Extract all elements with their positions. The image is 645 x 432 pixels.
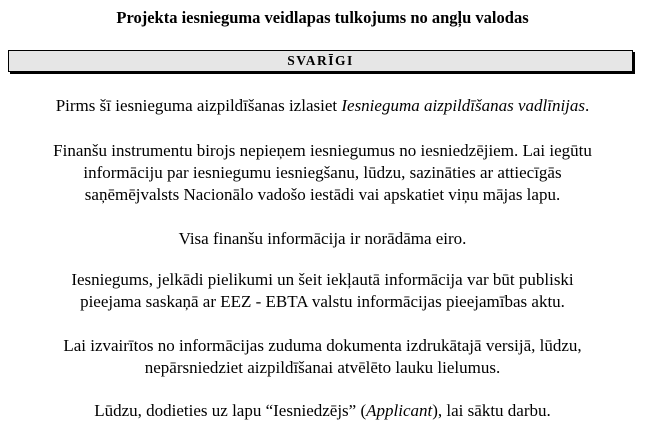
field-size-line: nepārsniedziet aizpildīšanai atvēlēto lauku lielumus. — [144, 358, 501, 377]
applicant-reference: Applicant — [366, 401, 433, 420]
currency-text: Visa finanšu informācija ir norādāma eiro. — [178, 229, 467, 248]
important-banner-label: SVARĪGI — [287, 53, 354, 68]
submission-info-line: saņēmējvalsts Nacionālo vadošo iestādi vai apskatiet viņu mājas lapu. — [84, 185, 561, 204]
next-step-text: Lūdzu, dodieties uz lapu “Iesniedzējs” ( — [94, 401, 367, 420]
next-step-end: ), lai sāktu darbu. — [432, 401, 551, 420]
page-title: Projekta iesnieguma veidlapas tulkojums no angļu valodas — [116, 8, 529, 27]
guidelines-reference: Iesnieguma aizpildīšanas vadlīnijas — [341, 96, 586, 115]
publicity-paragraph — [0, 269, 645, 313]
next-step-paragraph — [0, 400, 645, 422]
important-banner — [8, 50, 633, 72]
publicity-line: pieejama saskaņā ar EEZ - EBTA valstu informācijas pieejamības aktu. — [80, 292, 565, 311]
field-size-line: Lai izvairītos no informācijas zuduma dokumenta izdrukātajā versijā, lūdzu, — [63, 336, 582, 355]
submission-info-line: Finanšu instrumentu birojs nepieņem iesniegumus no iesniedzējiem. Lai iegūtu — [53, 141, 592, 160]
instructions-paragraph — [0, 95, 645, 117]
publicity-line: Iesniegums, jelkādi pielikumi un šeit iekļautā informācija var būt publiski — [71, 270, 574, 289]
submission-info-paragraph — [0, 140, 645, 206]
currency-paragraph — [0, 228, 645, 250]
submission-info-line: informāciju par iesniegumu iesniegšanu, lūdzu, sazināties ar attiecīgās — [83, 163, 562, 182]
instructions-text: Pirms šī iesnieguma aizpildīšanas izlasiet — [55, 96, 342, 115]
field-size-paragraph — [0, 335, 645, 379]
instructions-end: . — [585, 96, 590, 115]
